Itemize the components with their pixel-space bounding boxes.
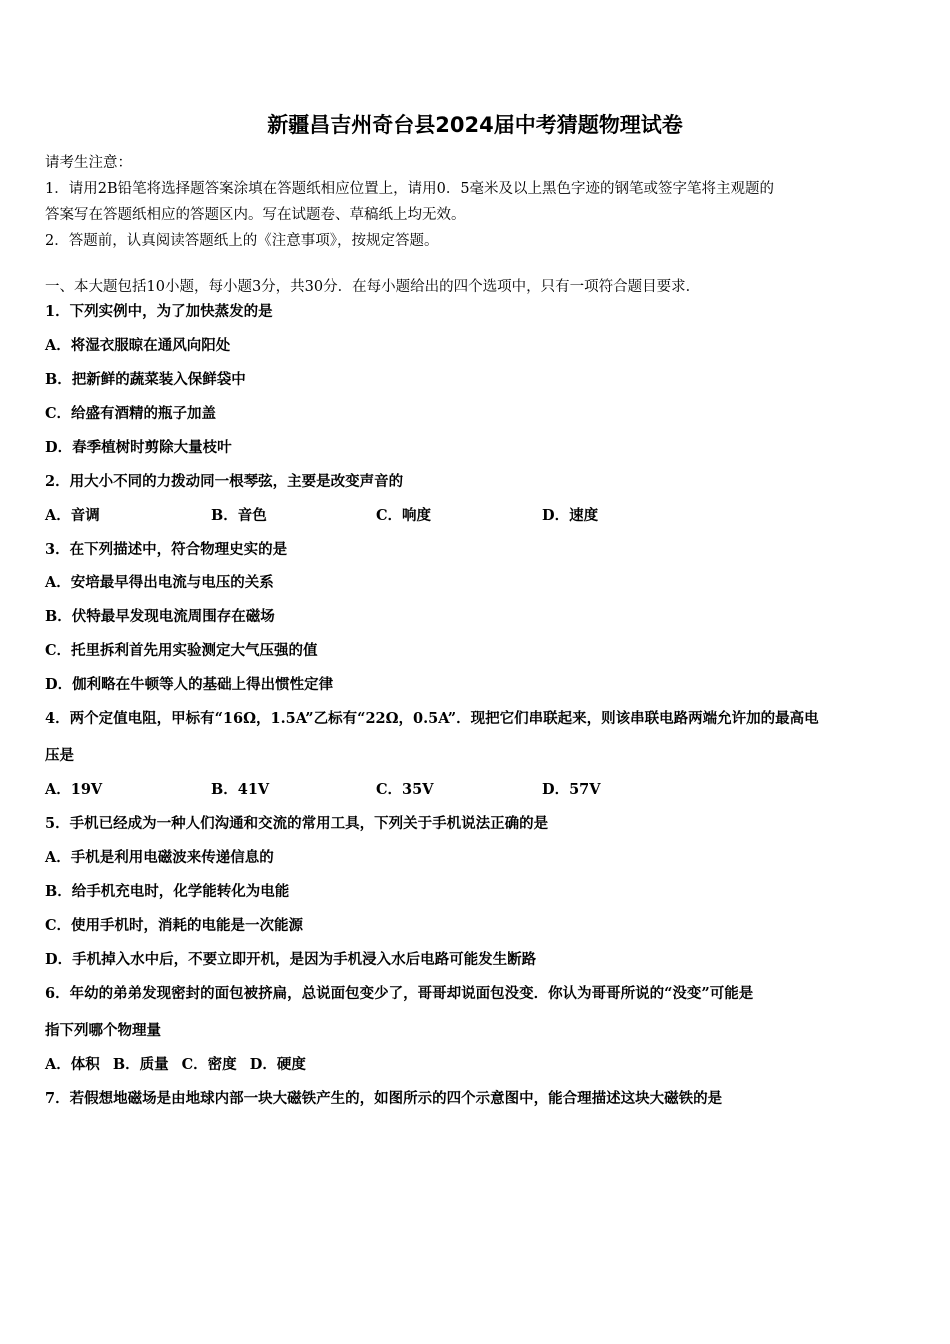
notice-heading: 请考生注意： [45,155,132,171]
question-5-option-b: B．给手机充电时，化学能转化为电能 [45,883,290,900]
page-title: 新疆昌吉州奇台县2024届中考猜题物理试卷 [267,113,683,137]
question-4-stem-line-1: 4．两个定值电阻，甲标有“16Ω，1.5A”乙标有“22Ω，0.5A”．现把它们串联起来，则该串联电路两端允许加的最高电 [45,710,819,727]
question-3-option-c: C．托里拆利首先用实验测定大气压强的值 [45,642,318,659]
question-3-option-b: B．伏特最早发现电流周围存在磁场 [45,608,275,625]
question-2-option-b: B．音色 [211,507,267,524]
section-header: 一、本大题包括10小题，每小题3分，共30分．在每小题给出的四个选项中，只有一项符合题目要求． [45,279,701,295]
question-6-option-b: B．质量 [112,1056,169,1073]
question-5-option-a: A．手机是利用电磁波来传递信息的 [45,849,274,866]
question-3-option-d: D．伽利略在牛顿等人的基础上得出惯性定律 [45,676,334,693]
question-6-option-c: C．密度 [181,1056,237,1073]
notice-line-2: 2．答题前，认真阅读答题纸上的《注意事项》，按规定答题。 [45,233,439,249]
question-4-option-b: B．41V [211,781,270,798]
question-1-option-d: D．春季植树时剪除大量枝叶 [45,439,232,456]
question-2-option-d: D．速度 [542,507,599,524]
question-3-stem: 3．在下列描述中，符合物理史实的是 [45,541,288,558]
question-6-stem-line-2: 指下列哪个物理量 [45,1022,161,1039]
notice-block [45,150,895,254]
question-2-option-a: A．音调 [45,507,100,524]
question-6-options [45,1053,314,1077]
notice-line-1b: 答案写在答题纸相应的答题区内。写在试题卷、草稿纸上均无效。 [45,207,466,223]
question-4-stem-line-2: 压是 [45,747,74,764]
question-4-option-a: A．19V [45,781,103,798]
question-4-option-d: D．57V [542,781,601,798]
question-5-option-c: C．使用手机时，消耗的电能是一次能源 [45,917,304,934]
question-3-option-a: A．安培最早得出电流与电压的关系 [45,574,274,591]
question-4-options [45,778,905,802]
question-2-options [45,504,905,528]
question-1-stem: 1．下列实例中，为了加快蒸发的是 [45,303,273,320]
question-2-stem: 2．用大小不同的力拨动同一根琴弦，主要是改变声音的 [45,473,404,490]
question-2-option-c: C．响度 [376,507,432,524]
question-5-option-d: D．手机掉入水中后，不要立即开机，是因为手机浸入水后电路可能发生断路 [45,951,537,968]
question-7-stem: 7．若假想地磁场是由地球内部一块大磁铁产生的，如图所示的四个示意图中，能合理描述这块大磁铁的是 [45,1090,723,1107]
question-6-option-d: D．硬度 [249,1056,306,1073]
question-5-stem: 5．手机已经成为一种人们沟通和交流的常用工具，下列关于手机说法正确的是 [45,815,549,832]
question-6-option-a: A．体积 [45,1056,100,1073]
question-4-option-c: C．35V [376,781,434,798]
question-1-option-b: B．把新鲜的蔬菜装入保鲜袋中 [45,371,246,388]
question-6-stem-line-1: 6．年幼的弟弟发现密封的面包被挤扁，总说面包变少了，哥哥却说面包没变．你认为哥哥所说的“没变”可能是 [45,985,754,1002]
question-1-option-c: C．给盛有酒精的瓶子加盖 [45,405,217,422]
notice-line-1a: 1．请用2B铅笔将选择题答案涂填在答题纸相应位置上，请用0．5毫米及以上黑色字迹的钢笔或签字笔将主观题的 [45,181,775,197]
question-1-option-a: A．将湿衣服晾在通风向阳处 [45,337,231,354]
